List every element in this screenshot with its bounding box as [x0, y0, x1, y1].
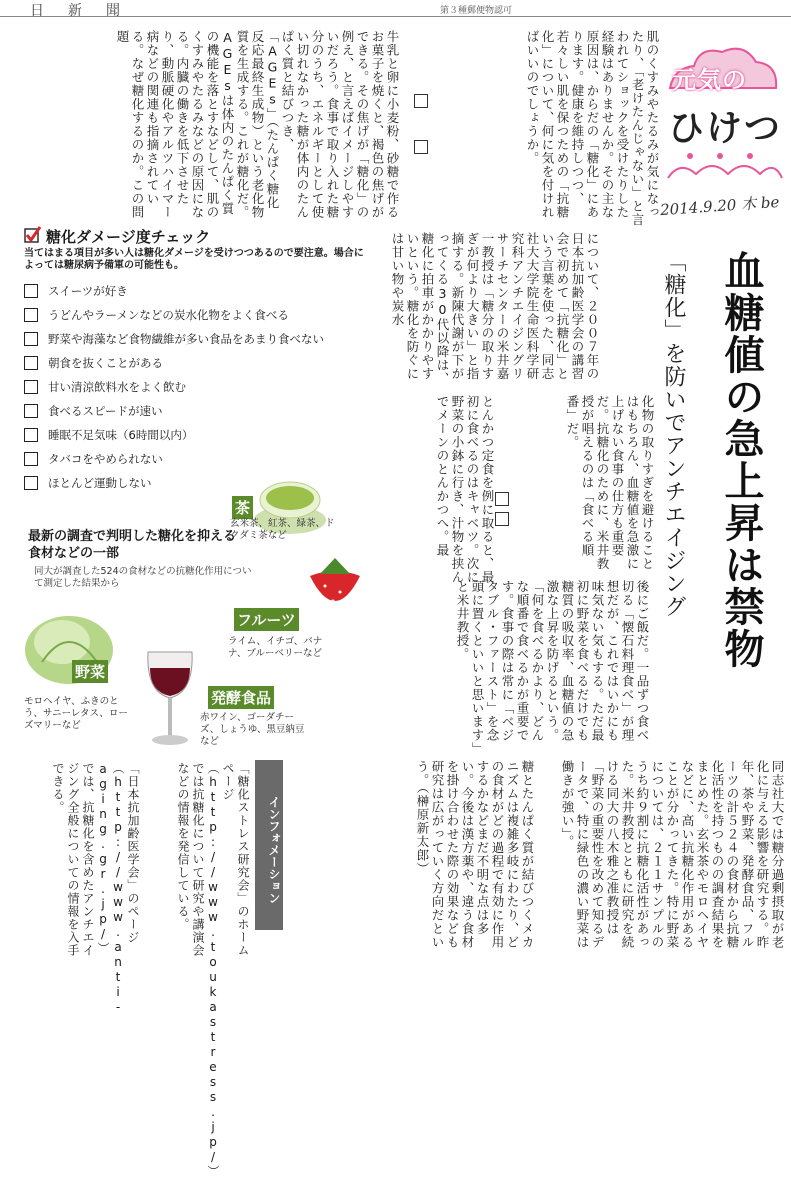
body-column-a3: 化物の取りすぎを避けることはもちろん、血糖値を急激に上げない食事の仕方も重要だ。抗糖化のために、米井教授が唱えるのは「食べる順番」だ。 [565, 395, 655, 571]
food-items-vegetable: モロヘイヤ、ふきのとう、サニーレタス、ローズマリーなど [24, 696, 128, 731]
checklist-item-label: 朝食を抜くことがある [48, 356, 163, 370]
info-text-1: 「糖化ストレス研究会」のホームページ（http://www.toukastress.jp/）では抗糖化について研究や講演会などの情報を発信している。 [176, 762, 250, 1178]
headline-main: 血糖値の急上昇は禁物 [718, 250, 765, 670]
strawberry-illustration [300, 556, 370, 626]
checkbox[interactable] [24, 308, 38, 322]
checkbox[interactable] [24, 404, 38, 418]
food-items-fermented: 赤ワイン、ゴーダチーズ、しょうゆ、黒豆納豆など [200, 712, 305, 747]
food-items-fruit: ライム、イチゴ、バナナ、ブルーベリーなど [228, 636, 323, 659]
blank-square [414, 140, 428, 154]
checklist-item[interactable] [24, 378, 186, 396]
food-label-tea: 茶 [232, 496, 253, 519]
body-column-b1: 牛乳と卵に小麦粉、砂糖で作るお菓子を焼くと、褐色の焦げができる。その焦げが「糖化」の例え、と言えばイメージしやすいだろう。食事で取り入れた糖分のうち、エネルギーとして使い切れなかった糖が体内のたんぱく質と結びつき、「AGEs」（たんぱく糖化反応最終生成物）という老化物質を生成する。これが糖化だ。AGEsは体内のたんぱく質の機能を落とすなどして、肌のくすみやたるみなどの原因になる。内臓の働きを低下させたり、動脈硬化やアルツハイマー病などの関連も指摘されている。なぜ糖化するのか。この問題 [115, 30, 400, 219]
body-column-a7: 糖とたんぱく質が結びつくメカニズムは複雑多岐にわたり、どの食材がどの過程で有効に作用するかなどまだ不明な点は多い。今後は漢方薬や、違う食材を掛け合わせた際の効果なども研究は広がっていく方向だという。（榊原新太郎） [415, 760, 535, 949]
food-heading: 最新の調査で判明した糖化を抑える食材などの一部 [28, 529, 237, 561]
food-label-fruit: フルーツ [234, 608, 299, 631]
check-mark-icon [24, 226, 42, 244]
paper-name: 日新聞 [30, 3, 144, 19]
checklist-item-label: 睡眠不足気味（6時間以内） [48, 428, 194, 442]
food-items-tea: 玄米茶、紅茶、緑茶、ドクダミ茶など [230, 518, 335, 541]
logo-line1: 元気の [672, 66, 747, 94]
checklist-title: 糖化ダメージ度チェック [46, 228, 211, 246]
checklist-item[interactable] [24, 450, 163, 468]
body-column-a6: 同志社大では糖分過剰摂取が老化に与える影響を研究する。昨年、茶や野菜、発酵食品、フルーツの計５２４の食材から抗糖化活性を持つものの調査結果をまとめた。玄米茶やモロヘイヤなどに、高い抗糖化作用があることが分かってきた。特に野菜については、２１１サンプルのうち約９割に抗糖化活性があった。米井教授とともに研究を続ける同大の八木雅之准教授は「野菜の重要性を改めて知るデータで、特に緑色の濃い野菜は働きが強い」。 [560, 760, 785, 949]
checklist-item-label: タバコをやめられない [48, 452, 163, 466]
body-column-a2: について、２００７年の日本抗加齢医学会の講習会で初めて「抗糖化」という言葉を使った、同志社大大学院生命医科学研究科アンチエイジングリサーチセンターの米井嘉一教授は「糖分の取りすぎが何より大きい」と指摘する。新陳代謝が下がってくる30代以降は、糖化に拍車がかかりやすいという。糖化を防ぐには甘い物や炭水 [390, 232, 600, 386]
blank-square [414, 94, 428, 108]
info-title: インフォメーション [255, 760, 283, 930]
checklist-item[interactable] [24, 354, 163, 372]
checkbox[interactable] [24, 380, 38, 394]
headline-sub: 「糖化」を防いでアンチエイジング [661, 250, 686, 618]
checklist-item-label: ほとんど運動しない [48, 476, 152, 490]
column-logo [660, 28, 786, 198]
checklist-item-label: スイーツが好き [48, 284, 128, 298]
food-label-fermented: 発酵食品 [208, 686, 274, 709]
body-column-a5: 後にご飯だ。一品ずつ食べ切る「懐石料理食べ」が理想だが、これではいかにも味気ない気もする。ただ最初に野菜を食べるだけでも糖質の吸収率、血糖値の急激な上昇を防げるという。「何を食べるかより、どんな順番で食べるかが重要です。食事の際は常に「ベジタブル・ファースト」を念頭に置くといいと思います」と米井教授。 [455, 580, 650, 750]
checklist-item[interactable] [24, 402, 163, 420]
checklist-item[interactable] [24, 282, 128, 300]
handwritten-date [659, 192, 780, 245]
checklist-item-label: 野菜や海藻など食物繊維が多い食品をあまり食べない [48, 332, 324, 346]
checklist-item[interactable] [24, 306, 289, 324]
food-label-vegetable: 野菜 [72, 660, 108, 683]
logo-line2: ひけつ [668, 107, 783, 149]
handwritten-date-text: 2014.9.20 木 be [659, 192, 780, 220]
info-text-2: 「日本抗加齢医学会」のページ（http://www.anti-aging.gr.jp/）では、抗糖化を含めたアンチエイジング全般についての情報を入手できる。 [51, 762, 140, 1015]
checklist-note: 当てはまる項目が多い人は糖化ダメージを受けつつあるので要注意。場合によっては糖尿病予備軍の可能性も。 [24, 248, 364, 271]
checklist-item[interactable] [24, 426, 193, 444]
checkbox[interactable] [24, 476, 38, 490]
checklist-item[interactable] [24, 330, 324, 348]
postal-note: 第３種郵便物認可 [440, 6, 513, 16]
checklist-item-label: 甘い清涼飲料水をよく飲む [48, 380, 186, 394]
checklist-item[interactable] [24, 474, 152, 492]
checklist-item-label: 食べるスピードが速い [48, 404, 163, 418]
checkbox[interactable] [24, 332, 38, 346]
checkbox[interactable] [24, 284, 38, 298]
checklist-item-label: うどんやラーメンなどの炭水化物をよく食べる [48, 308, 289, 322]
body-column-a1: 肌のくすみやたるみが気になったり、「老けたんじゃない」と言われてショックを受けたりした経験はありませんか。その主な原因は、からだの「糖化」にあります。健康を維持しつつ、若々しい肌を保つための「抗糖化」について、何に気を付ければいいのでしょうか。 [525, 30, 660, 227]
blank-square [495, 512, 509, 526]
checkbox[interactable] [24, 452, 38, 466]
checkbox-pair [420, 40, 490, 230]
body-column-a4: とんかつ定食を例に取ると、最初に食べるのはキャベツ。次に野菜の小鉢に行き、汁物を挟んでメーンのとんかつへ。最 [435, 395, 495, 584]
wine-glass-illustration [140, 648, 200, 748]
checkbox[interactable] [24, 428, 38, 442]
blank-square [495, 492, 509, 506]
checkbox[interactable] [24, 356, 38, 370]
food-note: 同大が調査した524の食材などの抗糖化作用について測定した結果から [34, 566, 252, 589]
